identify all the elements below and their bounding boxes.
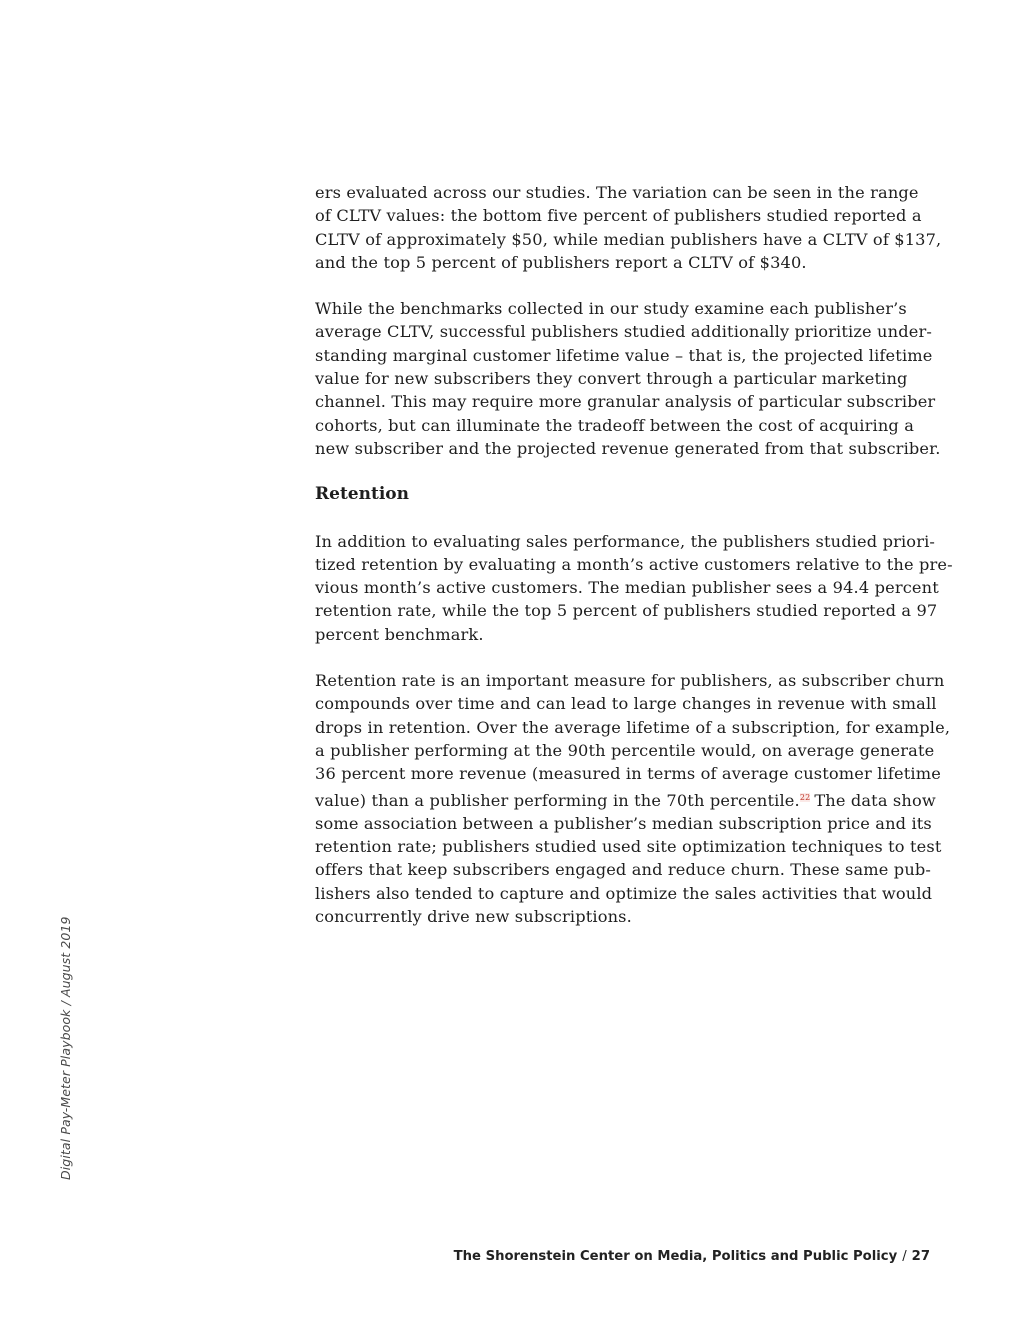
- text-line: In addition to evaluating sales performance, the publishers studied priori-: [315, 531, 936, 551]
- text-line: tized retention by evaluating a month’s active customers relative to the pre-: [315, 554, 953, 574]
- text-line: retention rate; publishers studied used site optimization techniques to test: [315, 837, 942, 857]
- text-line: CLTV of approximately $50, while median publishers have a CLTV of $137,: [315, 229, 942, 249]
- paragraph-churn: [315, 669, 951, 928]
- text-line-with-footnote: [315, 786, 935, 812]
- text-line: value for new subscribers they convert through a particular marketing: [315, 369, 908, 389]
- paragraph-cltv-range: [315, 181, 942, 274]
- text-line: lishers also tended to capture and optimize the sales activities that would: [315, 883, 933, 903]
- text-line: some association between a publisher’s median subscription price and its: [315, 813, 932, 833]
- text-line: offers that keep subscribers engaged and reduce churn. These same pub-: [315, 860, 932, 880]
- text-line: and the top 5 percent of publishers report a CLTV of $340.: [315, 252, 807, 272]
- text-fragment: The data show: [814, 790, 936, 810]
- main-text-column: [315, 181, 953, 951]
- page-number: 27: [911, 1249, 930, 1264]
- section-heading-retention: Retention: [315, 484, 409, 505]
- paragraph-marginal-cltv: [315, 297, 941, 460]
- text-line: ers evaluated across our studies. The variation can be seen in the range: [315, 183, 919, 202]
- text-line: cohorts, but can illuminate the tradeoff between the cost of acquiring a: [315, 415, 915, 435]
- text-line: standing marginal customer lifetime value – that is, the projected lifetime: [315, 345, 933, 365]
- publication-side-label: Digital Pay-Meter Playbook / August 2019: [58, 916, 73, 1180]
- paragraph-retention-rate: [315, 530, 953, 646]
- page-footer: [454, 1249, 930, 1264]
- footer-separator: /: [902, 1249, 907, 1264]
- text-line: channel. This may require more granular analysis of particular subscriber: [315, 392, 936, 412]
- text-line: While the benchmarks collected in our study examine each publisher’s: [315, 299, 907, 319]
- text-line: retention rate, while the top 5 percent of publishers studied reported a 97: [315, 601, 938, 621]
- text-line: compounds over time and can lead to large changes in revenue with small: [315, 694, 937, 714]
- text-line: 36 percent more revenue (measured in terms of average customer lifetime: [315, 764, 941, 784]
- footer-organization: The Shorenstein Center on Media, Politics and Public Policy: [453, 1249, 898, 1264]
- text-fragment: value) than a publisher performing in the 70th percentile.: [315, 790, 800, 810]
- text-line: concurrently drive new subscriptions.: [315, 907, 632, 927]
- footnote-reference-link[interactable]: 22: [799, 792, 811, 802]
- text-line: drops in retention. Over the average lifetime of a subscription, for example,: [315, 717, 951, 737]
- text-line: new subscriber and the projected revenue generated from that subscriber.: [315, 438, 941, 458]
- text-line: of CLTV values: the bottom five percent of publishers studied reported a: [315, 206, 922, 226]
- text-line: percent benchmark.: [315, 624, 484, 644]
- text-line: vious month’s active customers. The median publisher sees a 94.4 percent: [315, 578, 939, 598]
- text-line: Retention rate is an important measure for publishers, as subscriber churn: [315, 671, 945, 691]
- text-line: average CLTV, successful publishers studied additionally prioritize under-: [315, 322, 932, 342]
- text-line: a publisher performing at the 90th percentile would, on average generate: [315, 740, 935, 760]
